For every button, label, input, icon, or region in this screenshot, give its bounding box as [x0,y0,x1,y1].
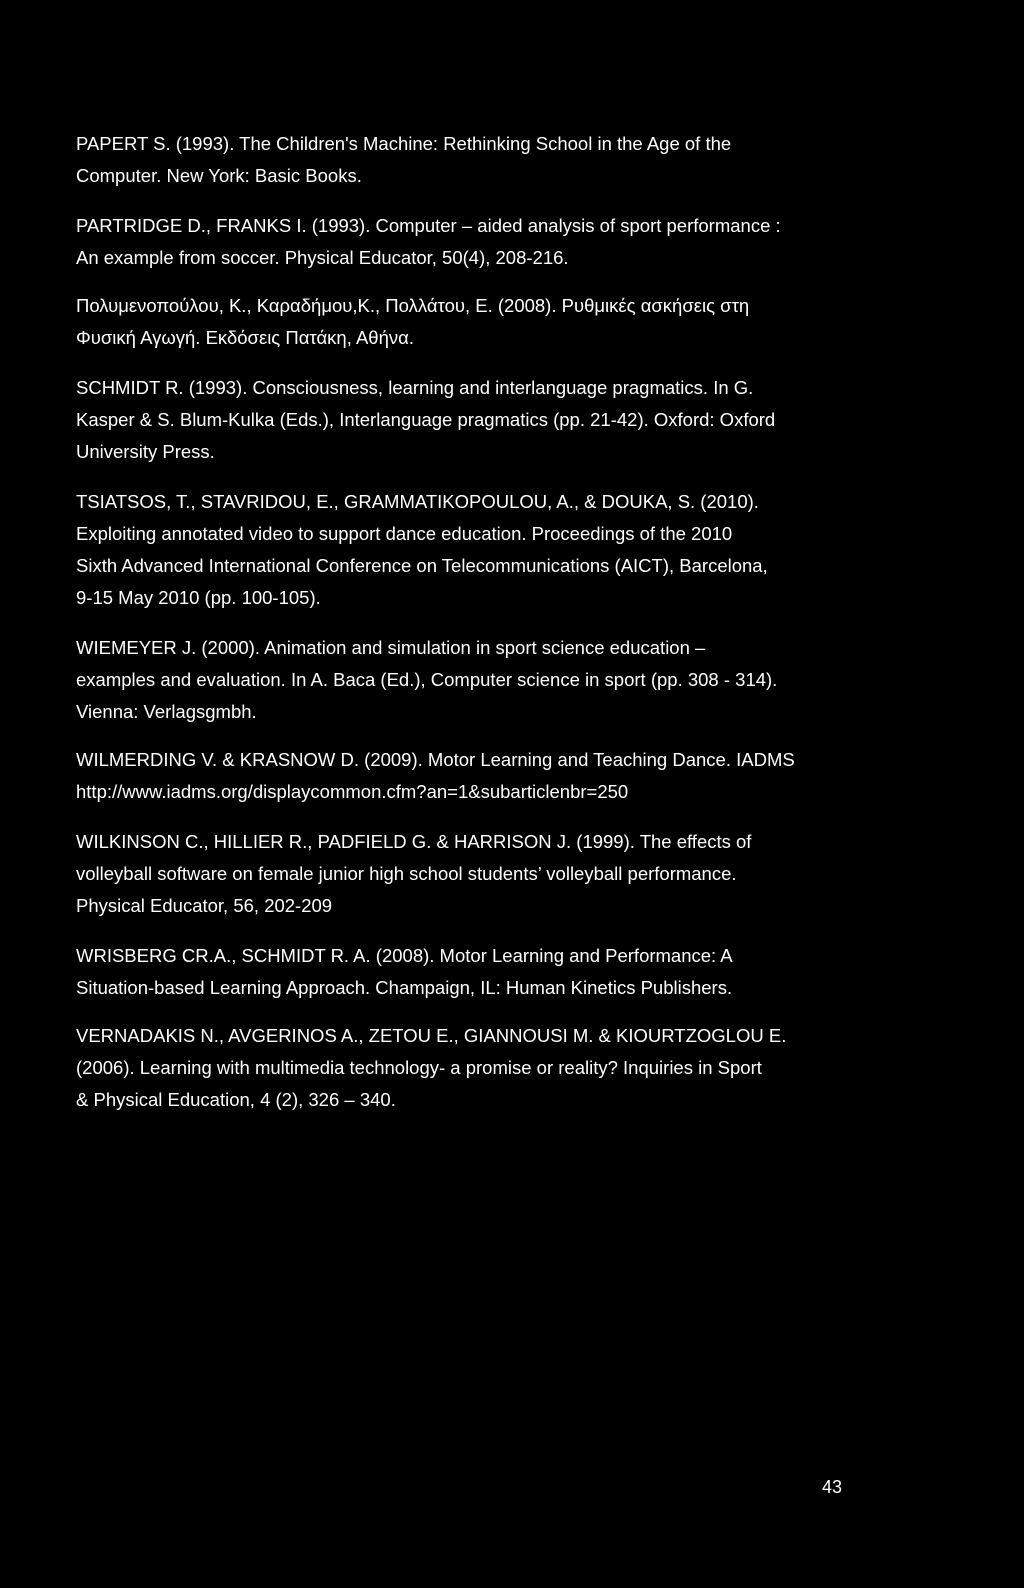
reference-polymenopoulou [76,290,866,354]
reference-line: An example from soccer. Physical Educator, 50(4), 208-216. [76,247,569,268]
reference-partridge [76,210,866,274]
reference-line: WIEMEYER J. (2000). Animation and simulation in sport science education – [76,637,706,658]
reference-line: VERNADAKIS N., AVGERINOS A., ZETOU E., GIANNOUSI M. & KIOURTZOGLOU E. [76,1025,787,1046]
reference-line: University Press. [76,441,215,462]
reference-line: PAPERT S. (1993). The Children's Machine: Rethinking School in the Age of the [76,133,732,154]
reference-line: Physical Educator, 56, 202-209 [76,895,333,916]
reference-line: Computer. New York: Basic Books. [76,165,362,186]
reference-line: TSIATSOS, T., STAVRIDOU, E., GRAMMATIKOPOULOU, A., & DOUKA, S. (2010). [76,491,759,512]
reference-line: SCHMIDT R. (1993). Consciousness, learning and interlanguage pragmatics. In G. [76,377,754,398]
reference-line: Situation-based Learning Approach. Champaign, IL: Human Kinetics Publishers. [76,977,733,998]
reference-line: (2006). Learning with multimedia technology- a promise or reality? Inquiries in Sport [76,1057,762,1078]
page-number: 43 [822,1477,843,1497]
reference-line: Sixth Advanced International Conference on Telecommunications (AICT), Barcelona, [76,555,768,576]
reference-wilmerding [76,744,866,808]
reference-line: examples and evaluation. In A. Baca (Ed.), Computer science in sport (pp. 308 - 314). [76,669,778,690]
reference-schmidt [76,372,866,468]
reference-papert [76,128,866,192]
reference-line: Vienna: Verlagsgmbh. [76,701,257,722]
reference-line: http://www.iadms.org/displaycommon.cfm?an=1&subarticlenbr=250 [76,781,629,802]
reference-wiemeyer [76,632,866,728]
reference-line: Φυσική Αγωγή. Εκδόσεις Πατάκη, Αθήνα. [76,327,414,348]
reference-line: 9-15 May 2010 (pp. 100-105). [76,587,321,608]
reference-line: PARTRIDGE D., FRANKS I. (1993). Computer – aided analysis of sport performance : [76,215,781,236]
reference-wilkinson [76,826,866,922]
reference-tsiatsos [76,486,866,614]
reference-line: Exploiting annotated video to support dance education. Proceedings of the 2010 [76,523,733,544]
reference-line: WILKINSON C., HILLIER R., PADFIELD G. & HARRISON J. (1999). The effects of [76,831,752,852]
reference-line: & Physical Education, 4 (2), 326 – 340. [76,1089,396,1110]
reference-line: WRISBERG CR.A., SCHMIDT R. A. (2008). Motor Learning and Performance: A [76,945,733,966]
reference-line: Πολυμενοπούλου, Κ., Καραδήμου,Κ., Πολλάτου, Ε. (2008). Ρυθμικές ασκήσεις στη [76,295,750,316]
reference-line: volleyball software on female junior high school students’ volleyball performance. [76,863,737,884]
reference-line: WILMERDING V. & KRASNOW D. (2009). Motor Learning and Teaching Dance. IADMS [76,749,795,770]
reference-vernadakis [76,1020,866,1116]
reference-wrisberg [76,940,866,1004]
reference-line: Kasper & S. Blum-Kulka (Eds.), Interlanguage pragmatics (pp. 21-42). Oxford: Oxford [76,409,776,430]
